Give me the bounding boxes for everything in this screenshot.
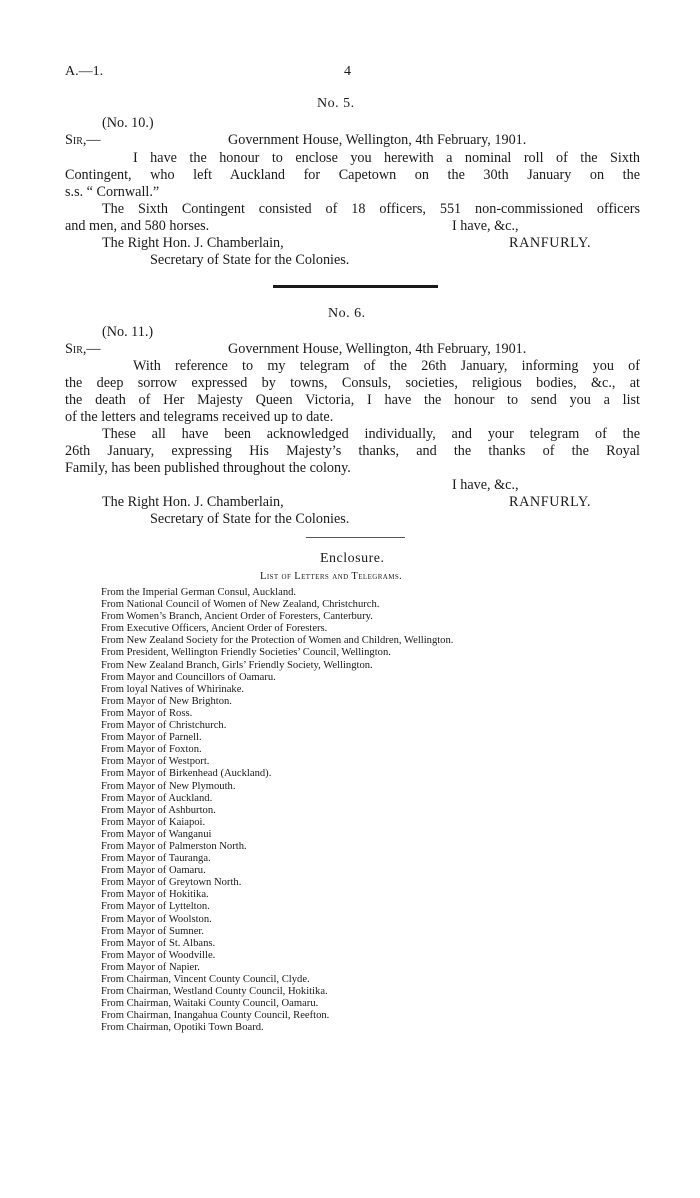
letter-heading: No. 5.: [317, 96, 355, 111]
letter-reference-number: (No. 11.): [102, 324, 154, 340]
paragraph-line: I have the honour to enclose you herewith a nominal roll of the Sixth: [133, 150, 640, 166]
list-item: From Chairman, Opotiki Town Board.: [101, 1022, 264, 1034]
list-item: From Mayor of Palmerston North.: [101, 840, 247, 852]
signature: RANFURLY.: [509, 494, 592, 510]
list-item: From Mayor of Auckland.: [101, 792, 213, 804]
enclosure-list: [101, 587, 453, 1034]
recipient-name: The Right Hon. J. Chamberlain,: [102, 235, 284, 251]
list-item: From Mayor of Ashburton.: [101, 804, 216, 816]
list-item: From Mayor of Napier.: [101, 961, 200, 973]
letter-heading: No. 6.: [328, 306, 366, 321]
list-item: From New Zealand Society for the Protection of Women and Children, Wellington.: [101, 635, 454, 647]
list-item: From the Imperial German Consul, Auckland.: [101, 587, 297, 598]
list-item: From National Council of Women of New Zealand, Christchurch.: [101, 599, 380, 611]
list-title: List of Letters and Telegrams.: [260, 571, 403, 582]
list-item: From Mayor of New Brighton.: [101, 695, 232, 707]
list-item: From loyal Natives of Whirinake.: [101, 683, 245, 695]
list-item: From Chairman, Waitaki County Council, Oamaru.: [101, 998, 319, 1010]
dateline: Government House, Wellington, 4th February, 1901.: [228, 341, 527, 357]
letter-reference-number: (No. 10.): [102, 115, 154, 131]
recipient-name: The Right Hon. J. Chamberlain,: [102, 494, 284, 510]
recipient-title: Secretary of State for the Colonies.: [150, 511, 350, 527]
paragraph-line: s.s. “ Cornwall.”: [65, 184, 160, 200]
page-number: 4: [344, 64, 351, 79]
list-item: From Mayor of Tauranga.: [101, 853, 211, 865]
list-item: From Mayor of Sumner.: [101, 925, 204, 937]
list-item: From President, Wellington Friendly Societies’ Council, Wellington.: [101, 647, 391, 659]
list-item: From New Zealand Branch, Girls’ Friendly Society, Wellington.: [101, 659, 373, 671]
paragraph-line: With reference to my telegram of the 26th January, informing you of: [133, 358, 640, 374]
list-item: From Chairman, Westland County Council, Hokitika.: [101, 986, 328, 998]
paragraph-line: 26th January, expressing His Majesty’s thanks, and the thanks of the Royal: [65, 443, 640, 459]
list-item: From Women’s Branch, Ancient Order of Foresters, Canterbury.: [101, 611, 373, 623]
section-divider: [273, 285, 438, 288]
paragraph-line: The Sixth Contingent consisted of 18 officers, 551 non-commissioned officers: [102, 201, 640, 217]
signature: RANFURLY.: [509, 235, 592, 251]
list-item: From Executive Officers, Ancient Order of Foresters.: [101, 623, 328, 635]
list-item: From Mayor of Westport.: [101, 756, 210, 768]
paragraph-line: the death of Her Majesty Queen Victoria, I have the honour to send you a list: [65, 392, 640, 408]
list-item: From Mayor of Wanganui: [101, 828, 212, 840]
paragraph-line: and men, and 580 horses.: [65, 218, 210, 234]
paragraph-line: the deep sorrow expressed by towns, Consuls, societies, religious bodies, &c., at: [65, 375, 640, 391]
list-item: From Mayor of Lyttelton.: [101, 901, 210, 913]
list-item: From Mayor of Oamaru.: [101, 865, 206, 877]
salutation: Sir,—: [65, 132, 101, 148]
closing: I have, &c.,: [452, 218, 519, 234]
list-item: From Chairman, Vincent County Council, Clyde.: [101, 974, 310, 985]
list-item: From Mayor of Birkenhead (Auckland).: [101, 768, 272, 780]
paragraph-line: of the letters and telegrams received up to date.: [65, 409, 334, 425]
list-item: From Mayor of Foxton.: [101, 744, 202, 756]
list-item: From Mayor of St. Albans.: [101, 937, 216, 949]
list-item: From Chairman, Inangahua County Council, Reefton.: [101, 1010, 330, 1022]
list-item: From Mayor of Ross.: [101, 707, 193, 719]
closing: I have, &c.,: [452, 477, 519, 493]
section-divider: [306, 537, 405, 538]
paragraph-line: Family, has been published throughout the colony.: [65, 460, 351, 476]
paragraph-line: These all have been acknowledged individually, and your telegram of the: [102, 426, 640, 442]
list-item: From Mayor of Kaiapoi.: [101, 816, 206, 828]
document-reference: A.—1.: [65, 64, 104, 79]
list-item: From Mayor of Parnell.: [101, 732, 202, 744]
list-item: From Mayor and Councillors of Oamaru.: [101, 671, 276, 683]
list-item: From Mayor of Greytown North.: [101, 877, 242, 889]
recipient-title: Secretary of State for the Colonies.: [150, 252, 350, 268]
list-item: From Mayor of Hokitika.: [101, 889, 209, 901]
list-item: From Mayor of Christchurch.: [101, 720, 227, 732]
paragraph-line: Contingent, who left Auckland for Capetown on the 30th January on the: [65, 167, 640, 183]
list-item: From Mayor of Woodville.: [101, 949, 216, 961]
enclosure-heading: Enclosure.: [320, 551, 385, 566]
salutation: Sir,—: [65, 341, 101, 357]
list-item: From Mayor of New Plymouth.: [101, 780, 236, 792]
list-item: From Mayor of Woolston.: [101, 913, 212, 925]
dateline: Government House, Wellington, 4th February, 1901.: [228, 132, 527, 148]
